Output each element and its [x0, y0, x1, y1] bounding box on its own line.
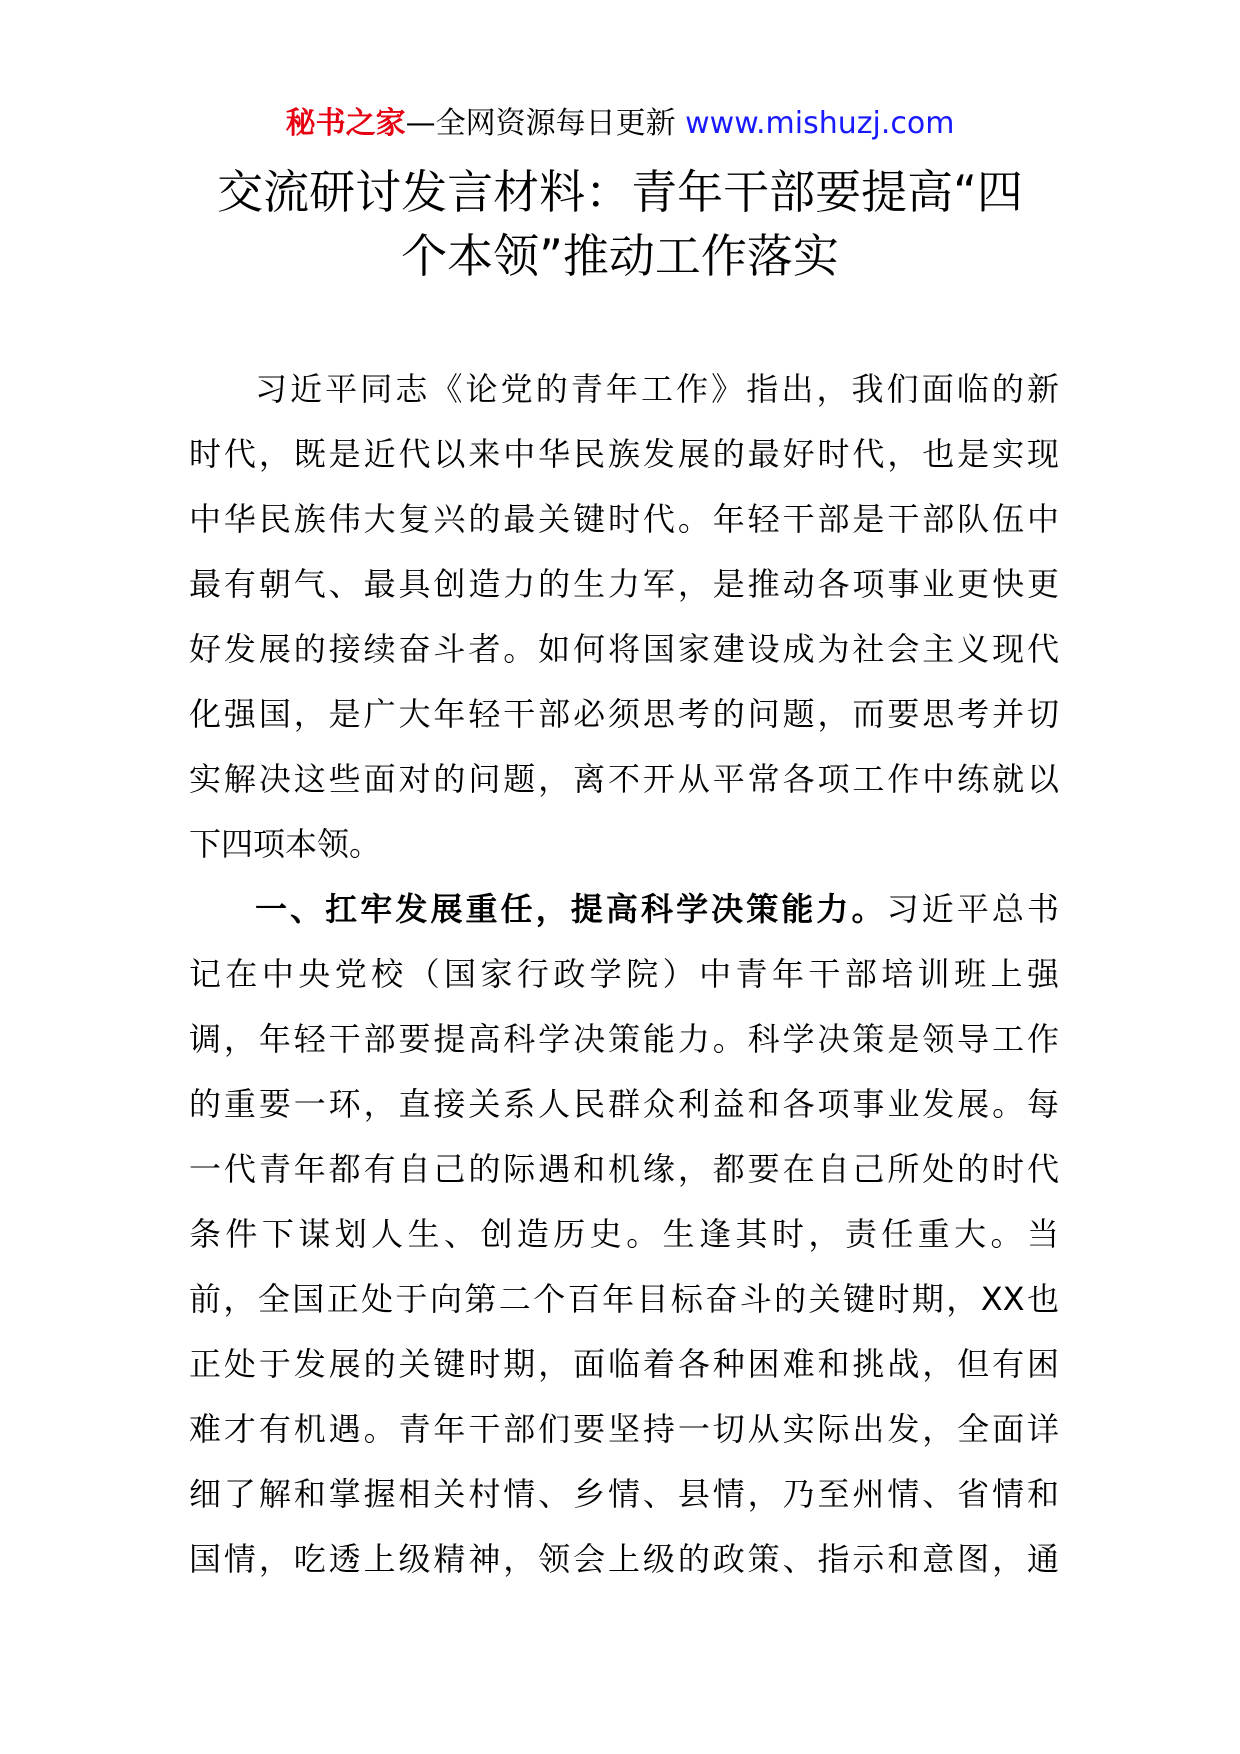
text-line: 下四项本领。 — [189, 825, 382, 863]
text-line: 实解决这些面对的问题，离不开从平常各项工作中练就以 — [189, 760, 1059, 798]
text-line: 时代，既是近代以来中华民族发展的最好时代，也是实现 — [189, 435, 1059, 473]
text-line: 化强国，是广大年轻干部必须思考的问题，而要思考并切 — [189, 695, 1059, 733]
section-heading: 一、扛牢发展重任，提高科学决策能力。 — [255, 890, 887, 928]
text-line: 一代青年都有自己的际遇和机缘，都要在自己所处的时代 — [189, 1150, 1059, 1188]
text-line: 记在中央党校（国家行政学院）中青年干部培训班上强 — [189, 955, 1059, 993]
text-line: 国情，吃透上级精神，领会上级的政策、指示和意图，通 — [189, 1540, 1059, 1578]
text-line: 难才有机遇。青年干部们要坚持一切从实际出发，全面详 — [189, 1410, 1059, 1448]
section-first-line — [189, 877, 1059, 942]
paragraph-intro — [189, 357, 1059, 877]
section-first-line-rest: 习近平总书 — [886, 890, 1059, 928]
text-line: 的重要一环，直接关系人民群众利益和各项事业发展。每 — [189, 1085, 1059, 1123]
text-line: 条件下谋划人生、创造历史。生逢其时，责任重大。当 — [189, 1215, 1059, 1253]
text-line: 习近平同志《论党的青年工作》指出，我们面临的新 — [255, 370, 1059, 408]
title-line-1: 交流研讨发言材料：青年干部要提高“四 — [217, 165, 1023, 219]
document-body — [189, 357, 1059, 1592]
site-slogan: —全网资源每日更新 — [405, 106, 676, 141]
site-url-link[interactable]: www.mishuzj.com — [685, 106, 955, 141]
text-line: 中华民族伟大复兴的最关键时代。年轻干部是干部队伍中 — [189, 500, 1059, 538]
site-name: 秘书之家 — [285, 106, 406, 141]
text-line: 前，全国正处于向第二个百年目标奋斗的关键时期，XX也 — [189, 1280, 1059, 1318]
text-line: 好发展的接续奋斗者。如何将国家建设成为社会主义现代 — [189, 630, 1059, 668]
paragraph-section-one — [189, 877, 1059, 1592]
text-line: 最有朝气、最具创造力的生力军，是推动各项事业更快更 — [189, 565, 1059, 603]
document-title — [150, 160, 1090, 288]
text-line: 细了解和掌握相关村情、乡情、县情，乃至州情、省情和 — [189, 1475, 1059, 1513]
title-line-2: 个本领”推动工作落实 — [401, 229, 839, 283]
text-line: 调，年轻干部要提高科学决策能力。科学决策是领导工作 — [189, 1020, 1059, 1058]
site-header — [0, 100, 1240, 148]
text-line: 正处于发展的关键时期，面临着各种困难和挑战，但有困 — [189, 1345, 1059, 1383]
